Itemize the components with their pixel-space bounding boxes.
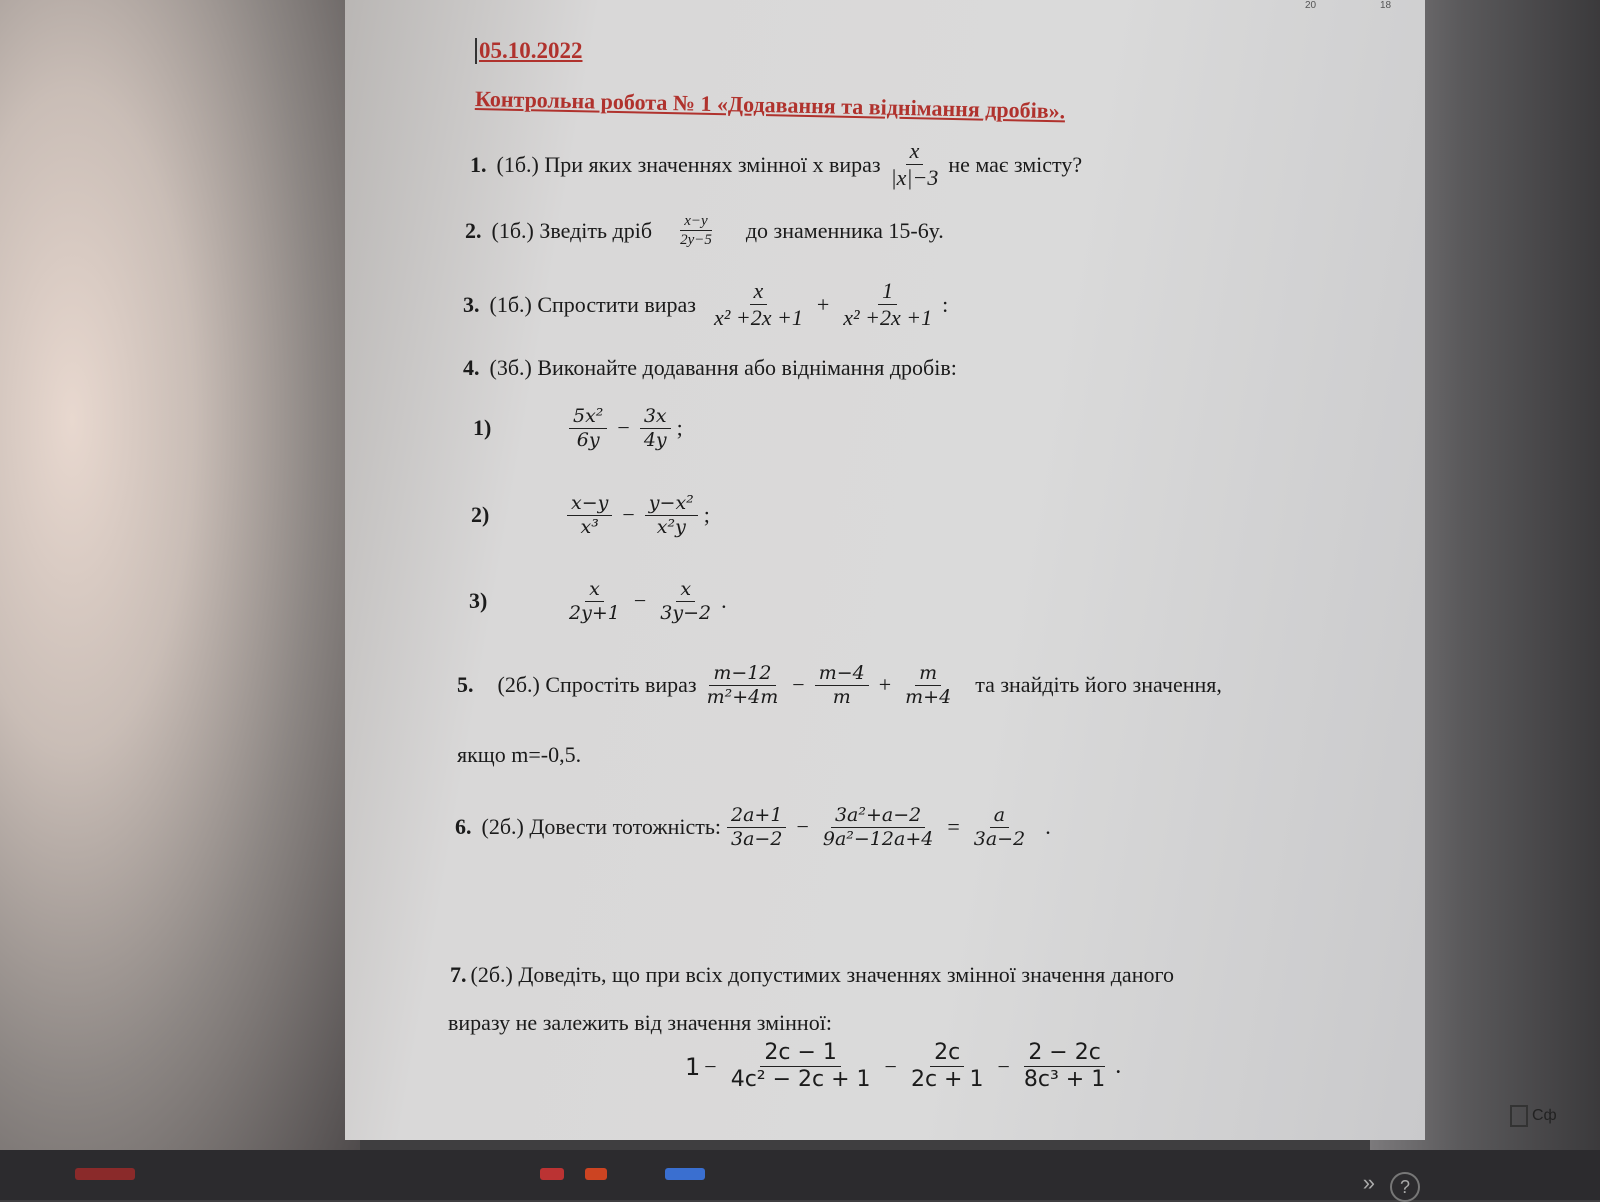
task-1 [470, 138, 1082, 192]
task-6 [455, 804, 1051, 851]
numerator: x−y [680, 212, 711, 231]
denominator: x² +2x +1 [843, 305, 933, 331]
operator: − [796, 814, 809, 840]
task-text: (2б.) Довести тотожність: [481, 814, 721, 840]
task-after: не має змісту? [948, 151, 1083, 177]
denominator: 6y [576, 428, 600, 451]
operator: − [704, 1053, 717, 1079]
tray-label: Сф [1532, 1107, 1557, 1124]
top-strip-left: 20 [1305, 0, 1317, 11]
numerator: 3x [640, 405, 671, 429]
operator: + [816, 291, 830, 317]
fraction [645, 492, 698, 539]
denominator: 2y+1 [569, 601, 620, 624]
task-text: (2б.) Доведіть, що при всіх допустимих значеннях змінної значення даного [470, 962, 1174, 987]
task-number: 6. [455, 814, 472, 840]
task-after: до знаменника 15-6y. [745, 217, 944, 243]
operator: − [792, 672, 805, 698]
subtask-end: ; [703, 502, 710, 528]
task-2 [465, 212, 944, 249]
denominator: 2c + 1 [910, 1067, 984, 1093]
denominator: 4y [643, 428, 667, 451]
subtask-label: 2) [471, 502, 490, 528]
fraction [815, 662, 869, 709]
denominator: x²y [656, 515, 686, 538]
app-icon-blue[interactable] [665, 1168, 705, 1180]
fraction [676, 212, 716, 249]
document-title: Контрольна робота № 1 «Додавання та віднімання дробів». [474, 86, 1066, 124]
denominator: m+4 [905, 685, 952, 708]
fraction [569, 405, 607, 452]
denominator: 8c³ + 1 [1023, 1067, 1106, 1093]
task-7 [450, 962, 1174, 988]
help-icon[interactable]: ? [1390, 1172, 1420, 1202]
task-after: та знайдіть його значення, [975, 672, 1222, 698]
lead-term: 1 [685, 1052, 701, 1081]
task-3 [463, 278, 948, 332]
task-number: 4. [463, 355, 480, 380]
tray-area[interactable] [1510, 1096, 1600, 1136]
fraction [656, 578, 715, 625]
denominator: 2y−5 [680, 232, 712, 248]
task-after: : [942, 291, 949, 317]
fraction [1020, 1040, 1109, 1094]
task-number: 7. [450, 962, 467, 987]
numerator: 2 − 2c [1024, 1040, 1105, 1067]
app-icon-red-2[interactable] [585, 1168, 607, 1180]
task-5-line2: якщо m=-0,5. [457, 742, 582, 767]
subtask-label: 1) [473, 415, 492, 441]
subtask-label: 3) [469, 588, 488, 614]
top-strip-right: 18 [1380, 0, 1392, 11]
numerator: y−x² [645, 492, 698, 516]
task-text: (1б.) При яких значеннях змінної x вираз [496, 151, 881, 177]
fraction [907, 1040, 988, 1094]
operator: − [622, 502, 635, 528]
numerator: 2c [930, 1040, 964, 1067]
task-7-line2: виразу не залежить від значення змінної: [448, 1010, 832, 1035]
operator: − [997, 1053, 1010, 1079]
task-5 [457, 662, 1222, 709]
fraction [901, 662, 955, 709]
fraction [710, 278, 807, 332]
operator: − [633, 588, 647, 614]
fraction [727, 804, 786, 851]
fraction [565, 578, 624, 625]
fraction [887, 138, 943, 192]
operator: − [617, 415, 630, 441]
task-number: 5. [457, 672, 474, 698]
top-strip [1245, 0, 1405, 14]
numerator: 2c − 1 [760, 1040, 841, 1067]
denominator: m²+4m [706, 685, 779, 708]
task-number: 3. [463, 291, 480, 317]
denominator: 3a−2 [731, 827, 783, 850]
fraction [727, 1040, 875, 1094]
denominator: 4c² − 2c + 1 [730, 1067, 871, 1093]
numerator: x [750, 278, 768, 305]
subtask-end: ; [676, 415, 683, 441]
denominator: |x|−3 [890, 165, 939, 191]
numerator: m−4 [815, 662, 869, 686]
operator: = [947, 814, 960, 840]
numerator: m−12 [709, 662, 775, 686]
denominator: x² +2x +1 [714, 305, 803, 331]
numerator: x [906, 138, 924, 165]
expression-end: . [1115, 1053, 1122, 1080]
numerator: x [585, 578, 604, 602]
denominator: m [832, 685, 851, 708]
denominator: 3y−2 [660, 601, 712, 624]
fraction [567, 492, 612, 539]
task-number: 1. [470, 151, 487, 177]
document-page [345, 0, 1425, 1140]
operator: + [878, 672, 892, 698]
subtask-end: . [721, 588, 727, 614]
task-text: (2б.) Спростіть вираз [497, 672, 697, 698]
taskbar [0, 1150, 1600, 1200]
app-icon-red-3[interactable] [75, 1168, 135, 1180]
subtask-1 [473, 405, 683, 452]
fraction [970, 804, 1029, 851]
final-expression [685, 1040, 1121, 1094]
app-icon-red[interactable] [540, 1168, 564, 1180]
numerator: 3a²+a−2 [831, 804, 925, 828]
subtask-3 [469, 578, 727, 625]
numerator: a [990, 804, 1009, 828]
task-number: 2. [465, 217, 482, 243]
numerator: 2a+1 [727, 804, 786, 828]
task-after: . [1045, 814, 1051, 840]
fraction [819, 804, 937, 851]
numerator: x [676, 578, 695, 602]
task-text: (1б.) Спростити вираз [489, 291, 696, 317]
numerator: x−y [567, 492, 612, 516]
denominator: 3a−2 [973, 827, 1026, 850]
document-date: 05.10.2022 [475, 38, 583, 64]
fraction [640, 405, 671, 452]
numerator: m [915, 662, 941, 686]
chevron-icon[interactable]: » [1362, 1170, 1375, 1195]
background-left [0, 0, 360, 1200]
task-text: (1б.) Зведіть дріб [491, 217, 653, 243]
fraction [839, 278, 936, 332]
numerator: 1 [878, 278, 897, 305]
task-4 [463, 355, 957, 381]
denominator: x³ [580, 515, 599, 538]
denominator: 9a²−12a+4 [822, 827, 934, 850]
numerator: 5x² [569, 405, 607, 429]
document-icon [1510, 1105, 1528, 1127]
subtask-2 [471, 492, 710, 539]
operator: − [884, 1053, 897, 1079]
fraction [703, 662, 783, 709]
task-text: (3б.) Виконайте додавання або віднімання дробів: [489, 355, 957, 380]
